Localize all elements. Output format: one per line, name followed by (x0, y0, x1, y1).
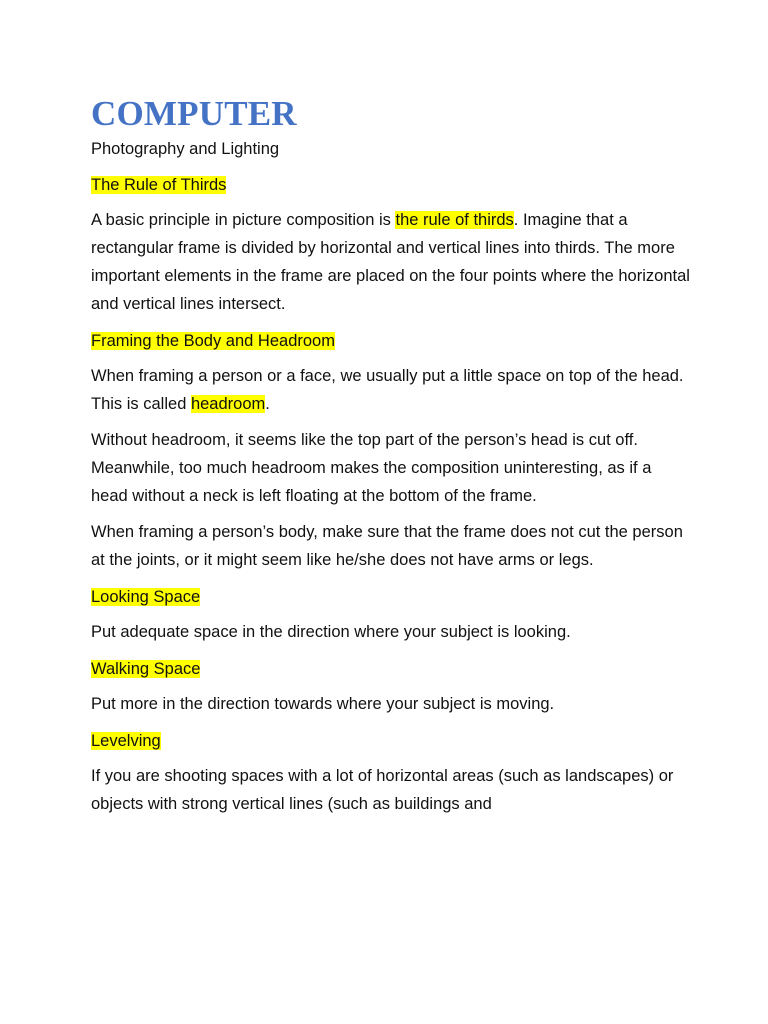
paragraph-walking-space: Put more in the direction towards where your subject is moving. (91, 695, 555, 713)
paragraph-looking-space: Put adequate space in the direction where your subject is looking. (91, 623, 571, 641)
inline-highlight-rule-of-thirds: the rule of thirds (395, 211, 514, 229)
heading-framing-body-headroom (91, 330, 691, 352)
paragraph-rule-of-thirds (91, 206, 691, 318)
heading-rule-of-thirds (91, 174, 691, 196)
heading-highlight: Looking Space (91, 588, 201, 606)
paragraph-text: A basic principle in picture composition is (91, 211, 396, 229)
heading-highlight: Framing the Body and Headroom (91, 332, 335, 350)
document-title: COMPUTER (91, 94, 297, 133)
heading-highlight: Walking Space (91, 660, 201, 678)
paragraph-text: . Imagine that a rectangular frame is divided by horizontal and vertical lines into thirds. The more important elements in the frame are placed on the four points where the horizontal and vertical lines intersect. (91, 211, 690, 313)
document-subtitle: Photography and Lighting (91, 140, 280, 158)
heading-leveling (91, 730, 691, 752)
paragraph-framing-body: When framing a person’s body, make sure that the frame does not cut the person at the joints, or it might seem like he/she does not have arms or legs. (91, 523, 683, 569)
paragraph-text: . (265, 395, 270, 413)
heading-highlight: Levelving (91, 732, 161, 750)
paragraph-leveling: If you are shooting spaces with a lot of horizontal areas (such as landscapes) or objects with strong vertical lines (such as buildings and (91, 767, 674, 813)
document-page (91, 92, 691, 818)
paragraph-text: When framing a person or a face, we usually put a little space on top of the head. This is called (91, 367, 684, 413)
inline-highlight-headroom: headroom (190, 395, 266, 413)
heading-highlight: The Rule of Thirds (91, 176, 227, 194)
heading-looking-space (91, 586, 691, 608)
paragraph-without-headroom: Without headroom, it seems like the top part of the person’s head is cut off. Meanwhile, too much headroom makes the composition uninteresting, as if a head without a neck is left floating at the bottom of the frame. (91, 431, 652, 505)
heading-walking-space (91, 658, 691, 680)
paragraph-framing-headroom (91, 362, 691, 418)
